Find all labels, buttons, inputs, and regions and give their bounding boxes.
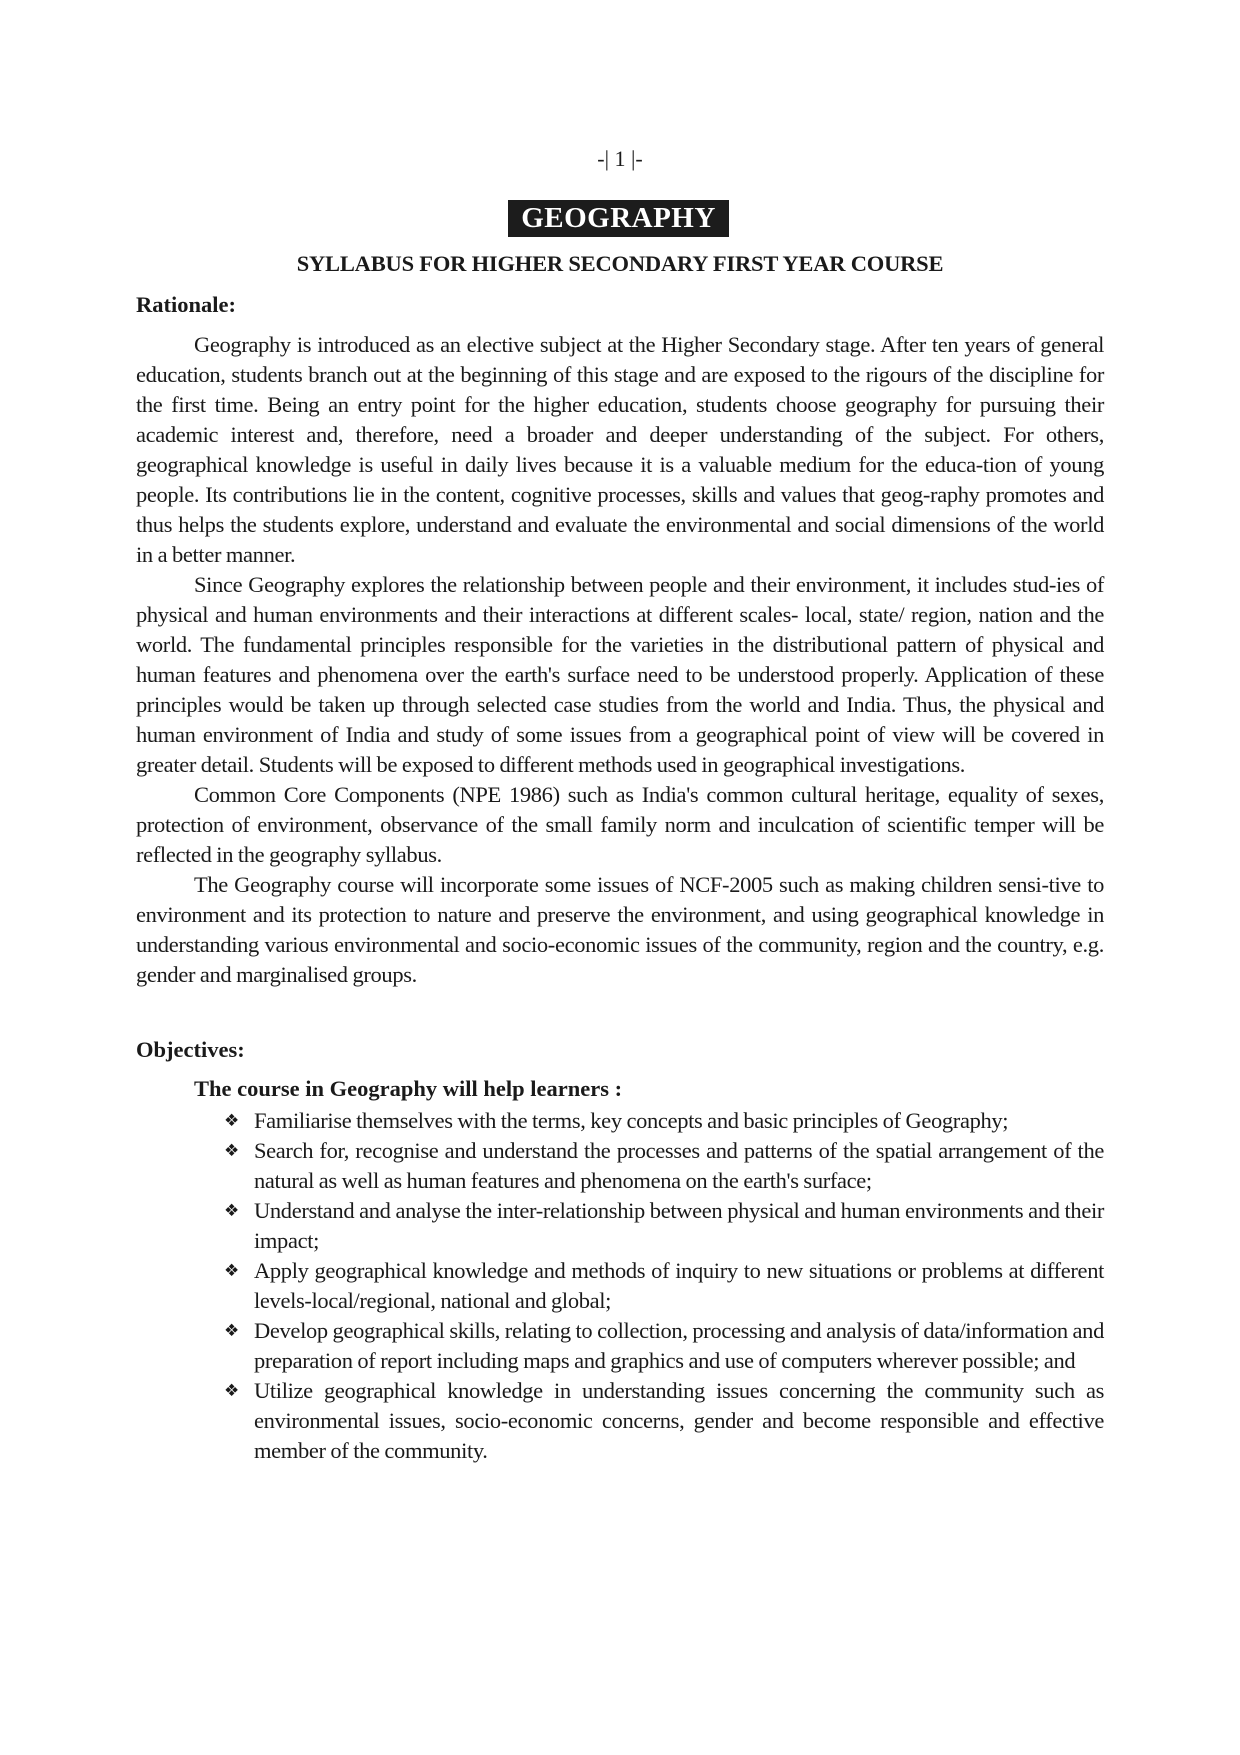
rationale-heading: Rationale: [136, 292, 236, 317]
syllabus-subtitle: SYLLABUS FOR HIGHER SECONDARY FIRST YEAR COURSE [296, 251, 944, 276]
objective-item [224, 1106, 1104, 1136]
rationale-section [136, 330, 1104, 990]
rationale-paragraph: Common Core Components (NPE 1986) such as India's common cultural heritage, equality of sexes, protection of environment, observance of the small family norm and inculcation of scientific temper will be reflected in the geography syllabus. [136, 782, 1104, 867]
objective-text: Utilize geographical knowledge in understanding issues concerning the community such as environmental issues, socio-economic concerns, gender and become responsible and effective member of the community. [254, 1378, 1104, 1463]
page-number: -| 1 |- [597, 146, 643, 171]
objective-text: Familiarise themselves with the terms, key concepts and basic principles of Geography; [254, 1108, 1009, 1133]
page-title: GEOGRAPHY [508, 200, 729, 237]
rationale-paragraph: Geography is introduced as an elective subject at the Higher Secondary stage. After ten years of general education, students branch out at the beginning of this stage and are exposed to the rigours of the discipline for the first time. Being an entry point for the higher education, students choose geography for pursuing their academic interest and, therefore, need a broader and deeper understanding of the subject. For others, geographical knowledge is useful in daily lives because it is a valuable medium for the educa-tion of young people. Its contributions lie in the content, cognitive processes, skills and values that geog-raphy promotes and thus helps the students explore, understand and evaluate the environmental and social dimensions of the world in a better manner. [136, 332, 1104, 567]
diamond-bullet-icon: ❖ [224, 1321, 239, 1341]
diamond-bullet-icon: ❖ [224, 1141, 239, 1161]
diamond-bullet-icon: ❖ [224, 1201, 239, 1221]
diamond-bullet-icon: ❖ [224, 1381, 239, 1401]
objectives-heading: Objectives: [136, 1037, 245, 1062]
diamond-bullet-icon: ❖ [224, 1261, 239, 1281]
objective-text: Understand and analyse the inter-relationship between physical and human environments and their impact; [254, 1198, 1104, 1253]
objectives-list [224, 1106, 1104, 1466]
objective-item [224, 1256, 1104, 1316]
rationale-paragraph: The Geography course will incorporate some issues of NCF-2005 such as making children sensi-tive to environment and its protection to nature and preserve the environment, and using geographical knowledge in understanding various environmental and socio-economic issues of the community, region and the country, e.g. gender and marginalised groups. [136, 872, 1104, 987]
objective-item [224, 1196, 1104, 1256]
objective-text: Apply geographical knowledge and methods of inquiry to new situations or problems at different levels-local/regional, national and global; [254, 1258, 1104, 1313]
diamond-bullet-icon: ❖ [224, 1111, 239, 1131]
objective-item [224, 1136, 1104, 1196]
objective-item [224, 1376, 1104, 1466]
objectives-intro: The course in Geography will help learners : [194, 1076, 623, 1101]
objective-item [224, 1316, 1104, 1376]
objective-text: Search for, recognise and understand the processes and patterns of the spatial arrangement of the natural as well as human features and phenomena on the earth's surface; [254, 1138, 1104, 1193]
objective-text: Develop geographical skills, relating to collection, processing and analysis of data/information and preparation of report including maps and graphics and use of computers wherever possible; and [254, 1318, 1104, 1373]
rationale-paragraph: Since Geography explores the relationship between people and their environment, it includes stud-ies of physical and human environments and their interactions at different scales- local, state/ region, nation and the world. The fundamental principles responsible for the varieties in the distributional pattern of physical and human features and phenomena over the earth's surface need to be understood properly. Application of these principles would be taken up through selected case studies from the world and India. Thus, the physical and human environment of India and study of some issues from a geographical point of view will be covered in greater detail. Students will be exposed to different methods used in geographical investigations. [136, 572, 1104, 777]
